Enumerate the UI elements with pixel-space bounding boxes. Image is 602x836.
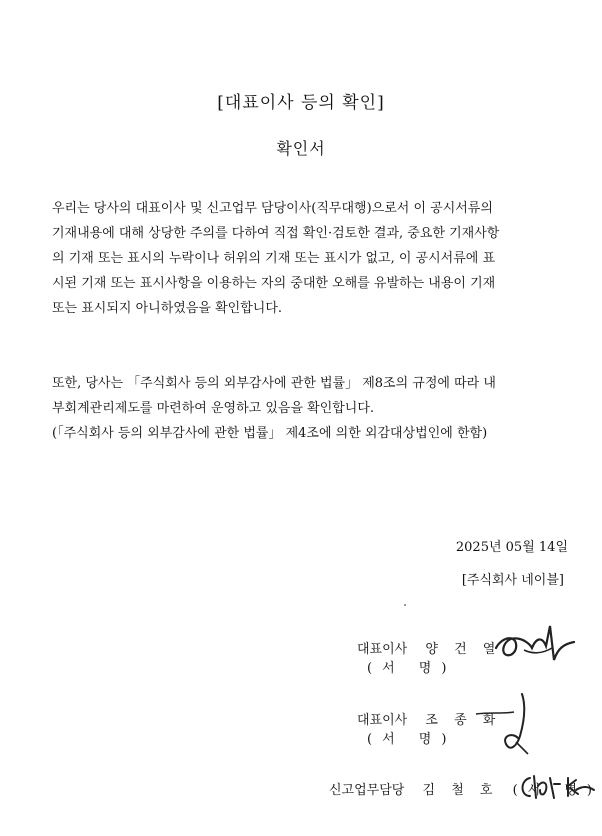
signature-placeholder: (서 명) (367, 661, 457, 676)
handwritten-signature-3 (518, 770, 598, 804)
handwritten-signature-2 (470, 692, 550, 758)
document-title: [대표이사 등의 확인] (217, 93, 385, 113)
paragraph-line: 우리는 당사의 대표이사 및 신고업무 담당이사(직무대행)으로서 이 공시서류의 (52, 201, 493, 216)
paragraph-line: 부회계관리제도를 마련하여 운영하고 있음을 확인합니다. (52, 401, 375, 416)
document-date: 2025년 05월 14일 (455, 540, 568, 555)
signature-placeholder: (서 명) (512, 783, 602, 798)
company-name: [주식회사 네이블] (461, 573, 564, 588)
paragraph-line: 기재내용에 대해 상당한 주의를 다하여 직접 확인·검토한 결과, 중요한 기재사항 (52, 226, 500, 241)
paragraph-line: (「주식회사 등의 외부감사에 관한 법률」 제4조에 의한 외감대상법인에 한함) (52, 426, 488, 441)
signatory-name: 조 종 화 (425, 713, 502, 728)
paragraph-line: 의 기재 또는 표시의 누락이나 허위의 기재 또는 표시가 없고, 이 공시서류에 표 (52, 251, 496, 266)
internal-control-paragraph (52, 371, 562, 446)
signatory-role: 대표이사 (357, 642, 408, 657)
paragraph-line: 또는 표시되지 아니하였음을 확인합니다. (52, 301, 283, 316)
signatory-name: 김 철 호 (422, 783, 499, 798)
document-subtitle: 확인서 (276, 139, 326, 158)
signatory-role: 대표이사 (357, 713, 408, 728)
signatory-name: 양 건 열 (425, 642, 502, 657)
confirmation-paragraph (52, 196, 562, 321)
paragraph-line: 또한, 당사는 「주식회사 등의 외부감사에 관한 법률」 제8조의 규정에 따라 내 (52, 376, 496, 391)
handwritten-signature-1 (488, 618, 578, 668)
signatory-role: 신고업무담당 (329, 783, 405, 798)
paragraph-line: 시된 기재 또는 표시사항을 이용하는 자의 중대한 오해를 유발하는 내용이 기재 (52, 276, 496, 291)
scan-speck (404, 604, 406, 606)
signature-placeholder: (서 명) (367, 732, 457, 747)
